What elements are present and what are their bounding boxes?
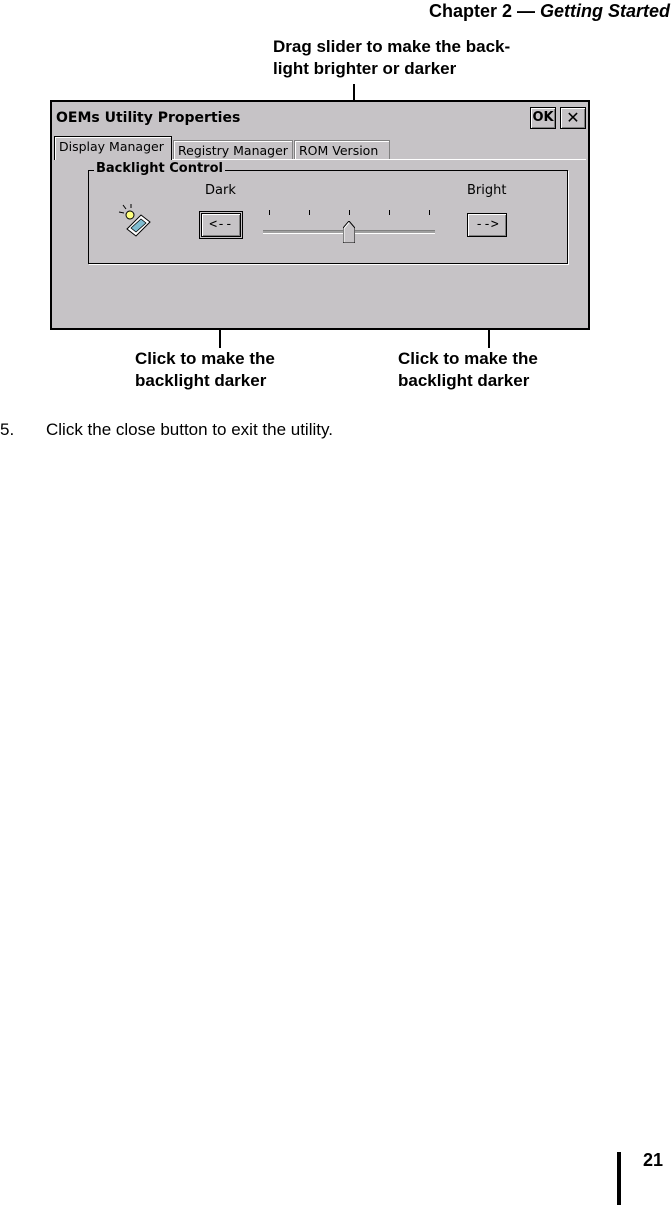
page-number: 21: [643, 1150, 664, 1170]
tab-strip: [54, 136, 588, 160]
tab-registry-manager[interactable]: Registry Manager: [173, 140, 293, 160]
right-button-callout: Click to make the backlight darker: [398, 349, 538, 390]
page-marker-bar: [617, 1152, 621, 1205]
step-number: 5.: [0, 420, 15, 439]
dark-label: Dark: [205, 183, 236, 198]
window-title: OEMs Utility Properties: [56, 110, 241, 126]
bright-label: Bright: [467, 183, 507, 198]
chapter-label: Chapter 2 —: [428, 1, 540, 21]
backlight-control-group: [88, 161, 568, 264]
running-header: [429, 0, 670, 22]
tab-display-manager[interactable]: Display Manager: [54, 136, 172, 160]
tab-panel: [54, 159, 586, 326]
chapter-title: Getting Started: [539, 1, 670, 21]
group-title: Backlight Control: [96, 161, 223, 176]
window-titlebar: [52, 102, 588, 136]
tab-rom-version[interactable]: ROM Version: [294, 140, 390, 160]
backlight-slider-thumb[interactable]: [343, 221, 355, 243]
decrease-backlight-button[interactable]: <--: [201, 213, 241, 237]
slider-tick: [309, 210, 310, 215]
slider-tick: [429, 210, 430, 215]
left-button-callout: Click to make the backlight darker: [135, 349, 275, 390]
backlight-icon: [117, 203, 157, 239]
oem-utility-window: [50, 100, 590, 330]
instruction-step: [0, 420, 333, 440]
ok-button[interactable]: OK: [530, 107, 556, 129]
slider-callout: Drag slider to make the back- light brighter or darker: [273, 37, 511, 78]
step-text: Click the close button to exit the utility.: [46, 420, 333, 439]
close-button[interactable]: [560, 107, 586, 129]
slider-tick: [269, 210, 270, 215]
close-icon: ✕: [566, 108, 580, 127]
slider-tick: [349, 210, 350, 215]
increase-backlight-button[interactable]: -->: [467, 213, 507, 237]
slider-tick: [389, 210, 390, 215]
